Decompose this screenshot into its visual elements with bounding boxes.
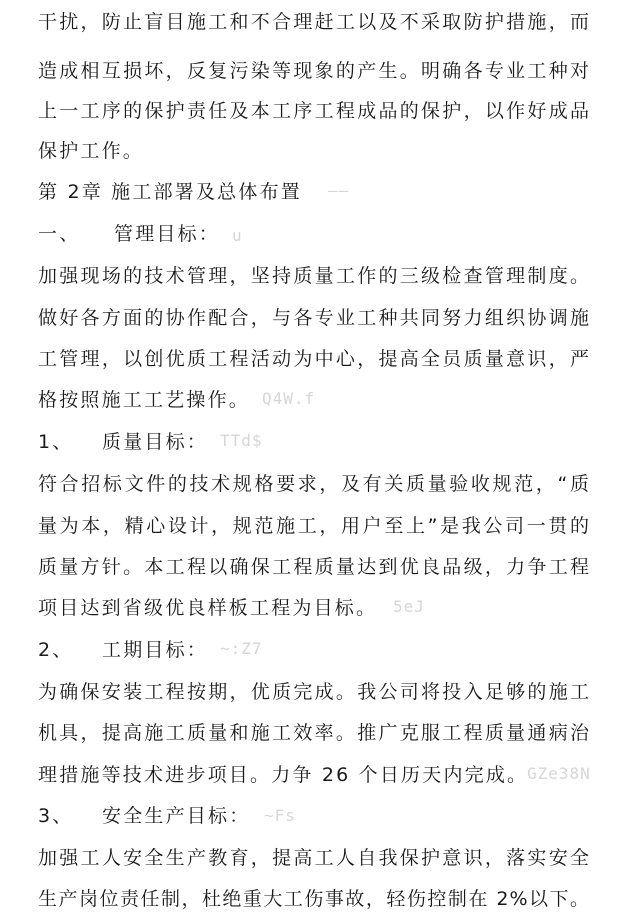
body-line: 理措施等技术进步项目。力争 26 个日历天内完成。	[38, 764, 529, 786]
body-line: 项目达到省级优良样板工程为目标。	[38, 597, 378, 619]
section-heading-schedule	[38, 638, 208, 662]
body-line: 加强现场的技术管理，坚持质量工作的三级检查管理制度。	[38, 265, 590, 287]
ghost-mark: GZe38N	[527, 764, 591, 783]
section-title: 安全生产目标：	[102, 805, 251, 827]
body-line: 为确保安装工程按期，优质完成。我公司将投入足够的施工	[38, 681, 590, 703]
section-heading-safety	[38, 804, 250, 828]
body-line: 生产岗位责任制，杜绝重大工伤事故，轻伤控制在 2%以下。	[38, 888, 590, 910]
ghost-mark: Q4W.f	[262, 389, 316, 408]
ghost-mark: ~Fs	[264, 806, 296, 825]
section-marker: 一、	[38, 223, 81, 245]
chapter-heading: 第 2章 施工部署及总体布置	[38, 181, 302, 203]
section-marker: 2、	[38, 639, 74, 661]
body-line: 量为本，精心设计，规范施工，用户至上”是我公司一贯的	[38, 515, 590, 537]
section-marker: 3、	[38, 805, 74, 827]
body-line: 工管理，以创优质工程活动为中心，提高全员质量意识，严	[38, 348, 590, 370]
body-line: 保护工作。	[38, 140, 145, 162]
ghost-mark: u	[232, 226, 243, 245]
section-heading-quality	[38, 430, 208, 454]
section-title: 工期目标：	[102, 639, 209, 661]
section-title: 质量目标：	[102, 431, 209, 453]
body-line: 符合招标文件的技术规格要求，及有关质量验收规范，“质	[38, 473, 590, 495]
body-line: 格按照施工工艺操作。	[38, 389, 251, 411]
section-title: 管理目标：	[114, 223, 221, 245]
ghost-mark: TTd$	[220, 431, 263, 450]
body-line: 上一工序的保护责任及本工序工程成品的保护，以作好成品	[38, 100, 590, 122]
body-line: 加强工人安全生产教育，提高工人自我保护意识，落实安全	[38, 847, 590, 869]
body-line: 造成相互损坏，反复污染等现象的产生。明确各专业工种对	[38, 60, 590, 82]
body-line: 做好各方面的协作配合，与各专业工种共同努力组织协调施	[38, 307, 590, 329]
ghost-mark: 5eJ	[393, 597, 425, 616]
ghost-mark: ——	[328, 181, 350, 200]
body-line: 干扰，防止盲目施工和不合理赶工以及不采取防护措施，而	[38, 11, 590, 33]
section-marker: 1、	[38, 431, 74, 453]
body-line: 质量方针。本工程以确保工程质量达到优良品级，力争工程	[38, 556, 590, 578]
ghost-mark: ~:Z7	[220, 639, 263, 658]
section-heading-management	[38, 222, 220, 246]
body-line: 机具，提高施工质量和施工效率。推广克服工程质量通病治	[38, 722, 590, 744]
